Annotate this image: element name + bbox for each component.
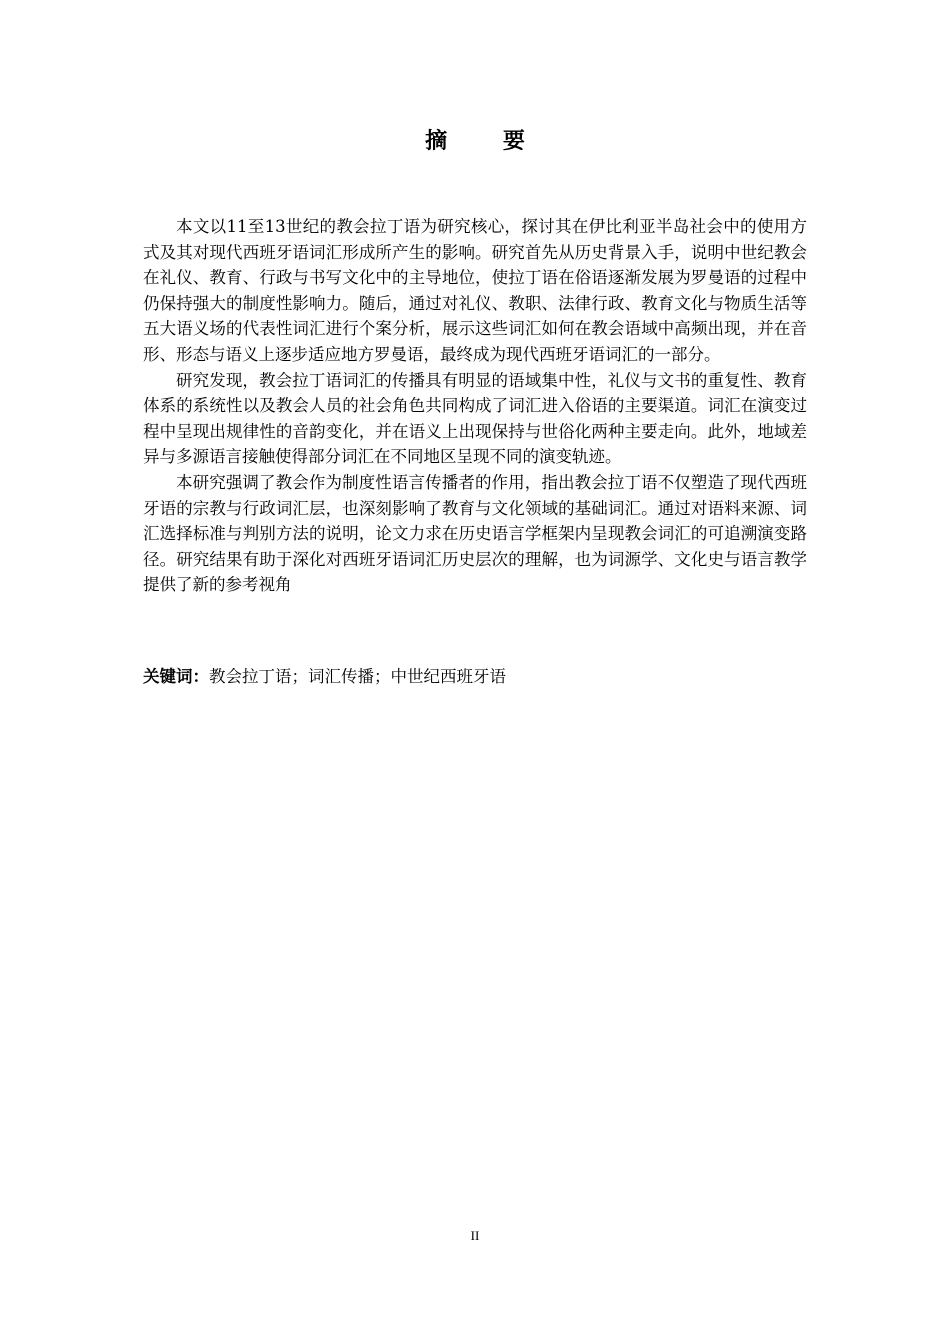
keywords-line [143, 664, 807, 690]
keywords-value: 教会拉丁语；词汇传播；中世纪西班牙语 [209, 667, 506, 686]
abstract-body [143, 214, 807, 598]
keywords-label: 关键词： [143, 667, 209, 686]
abstract-paragraph-1: 本文以11至13世纪的教会拉丁语为研究核心，探讨其在伊比利亚半岛社会中的使用方式及其对现代西班牙语词汇形成所产生的影响。研究首先从历史背景入手，说明中世纪教会在礼仪、教育、行政与书写文化中的主导地位，使拉丁语在俗语逐渐发展为罗曼语的过程中仍保持强大的制度性影响力。随后，通过对礼仪、教职、法律行政、教育文化与物质生活等五大语义场的代表性词汇进行个案分析，展示这些词汇如何在教会语域中高频出现，并在音形、形态与语义上逐步适应地方罗曼语，最终成为现代西班牙语词汇的一部分。 [143, 217, 807, 364]
abstract-paragraph-2: 研究发现，教会拉丁语词汇的传播具有明显的语域集中性，礼仪与文书的重复性、教育体系的系统性以及教会人员的社会角色共同构成了词汇进入俗语的主要渠道。词汇在演变过程中呈现出规律性的音韵变化，并在语义上出现保持与世俗化两种主要走向。此外，地域差异与多源语言接触使得部分词汇在不同地区呈现不同的演变轨迹。 [143, 370, 807, 467]
abstract-paragraph-3: 本研究强调了教会作为制度性语言传播者的作用，指出教会拉丁语不仅塑造了现代西班牙语的宗教与行政词汇层，也深刻影响了教育与文化领域的基础词汇。通过对语料来源、词汇选择标准与判别方法的说明，论文力求在历史语言学框架内呈现教会词汇的可追溯演变路径。研究结果有助于深化对西班牙语词汇历史层次的理解，也为词源学、文化史与语言教学提供了新的参考视角 [143, 472, 807, 595]
page-title: 摘 要 [425, 129, 549, 154]
page-number: II [470, 1228, 480, 1243]
